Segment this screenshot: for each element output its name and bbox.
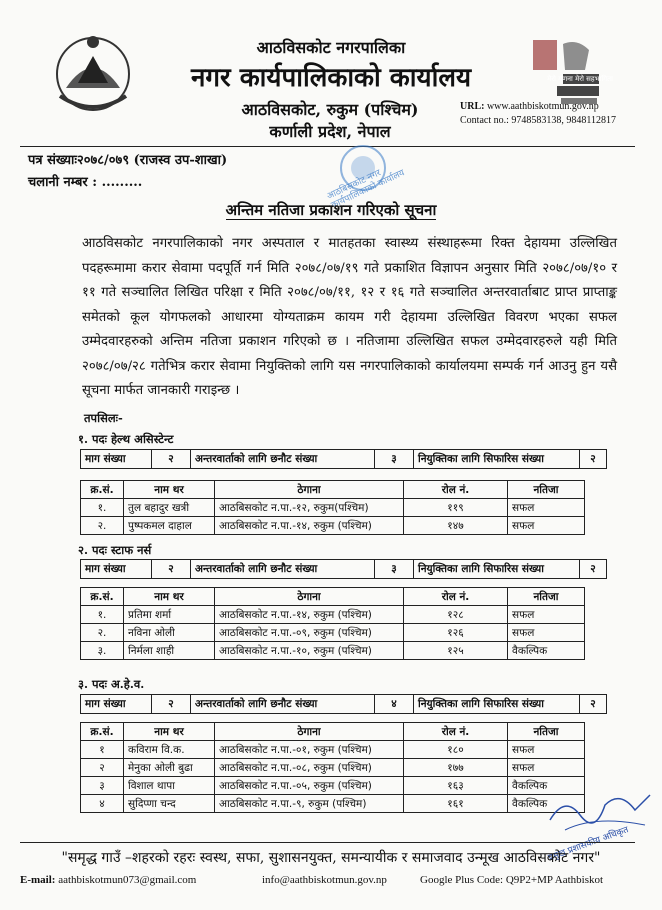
notice-title: अन्तिम नतिजा प्रकाशन गरिएको सूचना bbox=[225, 201, 437, 219]
table-row: २. पुष्पकमल दाहाल आठबिसकोट न.पा.-१४, रुकुम (पश्चिम) १४७ सफल bbox=[81, 517, 585, 535]
table-row: ३. निर्मला शाही आठबिसकोट न.पा.-१०, रुकुम (पश्चिम) १२५ वैकल्पिक bbox=[81, 642, 585, 660]
shortlist-label: अन्तरवार्ताको लागि छनौट संख्या bbox=[191, 450, 375, 469]
website-link[interactable]: www.aathbiskotmun.gov.np bbox=[486, 101, 599, 112]
mag-label: माग संख्या bbox=[81, 450, 152, 469]
col-result: नतिजा bbox=[508, 481, 585, 499]
vacancy-summary-table: माग संख्या २ अन्तरवार्ताको लागि छनौट संख्या ३ नियुक्तिका लागि सिफारिस संख्या २ bbox=[80, 559, 607, 579]
plus-code: Google Plus Code: Q9P2+MP Aathbiskot bbox=[420, 874, 604, 886]
contact-numbers: Contact no.: 9748583138, 9848112817 bbox=[460, 115, 617, 126]
table-row: ४ सुदिप्णा चन्द आठबिसकोट न.पा.-९, रुकुम (पश्चिम) १६१ वैकल्पिक bbox=[81, 795, 585, 813]
notice-body: आठविसकोट नगरपालिकाको नगर अस्पताल र मातहतका स्वास्थ्य संस्थाहरूमा रिक्त देहायमा उल्लिखित पदहरूमामा करार सेवामा पदपूर्ति गर्न मिति २०७८/०७/१९ गते प्रकाशित विज्ञापन अनुसार मिति २०७८/०७/१० र ११ गते सञ्चालित लिखित परिक्षा र मिति २०७८/०७/११, १२ र १६ गते सञ्चालित अन्तरवार्ताबाट प्राप्त प्राप्ताङ्क समेतको कूल योगफलको आधारमा योग्यताक्रम कायम गरी देहायमा उल्लिखित विवरण भएका सफल उम्मेदवारहरुको अन्तिम नतिजा प्रकाशन गरिएको छ । नतिजामा उल्लिखित सफल उम्मेदवारहरुले यही मिति २०७८/०७/२८ गतेभित्र करार सेवामा नियुक्तिको लागि यस नगरपालिकाको कार्यालयमा सम्पर्क गर्न आउनु हुन यसै सूचना मार्फत जानकारी गराइन्छ । bbox=[82, 236, 617, 398]
post-title: १. पदः हेल्थ असिस्टेन्ट bbox=[78, 432, 174, 446]
contact-block bbox=[460, 100, 616, 128]
logo-text: मेरो गणना मेरो सहभागिता bbox=[547, 75, 613, 83]
dispatch-number: चलानी नम्बर : ......... bbox=[28, 175, 143, 190]
signature-title: प्रमुख प्रशासकीय अधिकृत bbox=[547, 825, 630, 864]
post-title: २. पदः स्टाफ नर्स bbox=[78, 543, 152, 557]
col-roll: रोल नं. bbox=[404, 481, 508, 499]
stamp-text: आठबिसकोट नगर कार्यपालिकाको कार्यालय bbox=[325, 168, 407, 211]
footer-divider bbox=[20, 842, 635, 843]
col-address: ठेगाना bbox=[215, 481, 404, 499]
email-link-2[interactable]: info@aathbiskotmun.gov.np bbox=[262, 874, 387, 886]
url-label: URL: bbox=[460, 101, 485, 112]
municipality-name: आठविसकोट नगरपालिका bbox=[256, 38, 406, 57]
col-sn: क्र.सं. bbox=[81, 481, 124, 499]
results-table bbox=[80, 480, 585, 535]
col-name: नाम थर bbox=[124, 481, 215, 499]
table-row: १. प्रतिमा शर्मा आठबिसकोट न.पा.-१४, रुकुम (पश्चिम) १२८ सफल bbox=[81, 606, 585, 624]
shortlist-count: ३ bbox=[375, 450, 414, 469]
vacancy-summary-table bbox=[80, 449, 607, 469]
table-row: २. नविना ओली आठबिसकोट न.पा.-०९, रुकुम (पश्चिम) १२६ सफल bbox=[81, 624, 585, 642]
letter-number: पत्र संख्याः२०७८/०७९ (राजस्व उप-शाखा) bbox=[28, 153, 228, 168]
table-row: १ कविराम वि.क. आठबिसकोट न.पा.-०१, रुकुम (पश्चिम) १८० सफल bbox=[81, 741, 585, 759]
province-name: कर्णाली प्रदेश, नेपाल bbox=[269, 122, 391, 141]
vacancy-summary-table: माग संख्या २ अन्तरवार्ताको लागि छनौट संख्या ४ नियुक्तिका लागि सिफारिस संख्या २ bbox=[80, 694, 607, 714]
results-table: क्र.सं. नाम थर ठेगाना रोल नं. नतिजा १ कविराम वि.क. आठबिसकोट न.पा.-०१, रुकुम (पश्चिम) १८० सफल २ मेनुका ओली बुढा आठबिसकोट न.पा.-०८, रुकुम (पश्चिम) १७७ सफल ३ विशाल थापा आठबिसकोट न.पा.-०५, रुकुम (पश्चिम) १६३ वैकल्पिक ४ सुदिप्णा चन्द आठबिसकोट न.पा.-९, रुकुम (पश्चिम) १६१ वैकल्पिक bbox=[80, 722, 585, 813]
footer-motto: "समृद्ध गाउँ –शहरको रहरः स्वस्थ, सफा, सुशासनयुक्त, समन्यायीक र समाजवाद उन्मूख आठविसकोट नगर" bbox=[61, 850, 601, 866]
post-title: ३. पदः अ.हे.व. bbox=[78, 677, 145, 691]
office-address: आठविसकोट, रुकुम (पश्चिम) bbox=[241, 100, 419, 119]
results-table: क्र.सं. नाम थर ठेगाना रोल नं. नतिजा १. प्रतिमा शर्मा आठबिसकोट न.पा.-१४, रुकुम (पश्चिम) १२८ सफल २. नविना ओली आठबिसकोट न.पा.-०९, रुकुम (पश्चिम) १२६ सफल ३. निर्मला शाही आठबिसकोट न.पा.-१०, रुकुम (पश्चिम) १२५ वैकल्पिक bbox=[80, 587, 585, 660]
footer-email: E-mail: aathbiskotmun073@gmail.com bbox=[20, 874, 197, 886]
recommend-label: नियुक्तिका लागि सिफारिस संख्या bbox=[414, 450, 580, 469]
details-label: तपसिलः- bbox=[84, 411, 123, 425]
mag-count: २ bbox=[152, 450, 191, 469]
table-row: २ मेनुका ओली बुढा आठबिसकोट न.पा.-०८, रुकुम (पश्चिम) १७७ सफल bbox=[81, 759, 585, 777]
recommend-count: २ bbox=[580, 450, 607, 469]
table-row: ३ विशाल थापा आठबिसकोट न.पा.-०५, रुकुम (पश्चिम) १६३ वैकल्पिक bbox=[81, 777, 585, 795]
office-name: नगर कार्यपालिकाको कार्यालय bbox=[190, 63, 472, 93]
table-row: १. तुल बहादुर खत्री आठबिसकोट न.पा.-१२, रुकुम(पश्चिम) ११९ सफल bbox=[81, 499, 585, 517]
email-link[interactable]: aathbiskotmun073@gmail.com bbox=[58, 874, 197, 886]
